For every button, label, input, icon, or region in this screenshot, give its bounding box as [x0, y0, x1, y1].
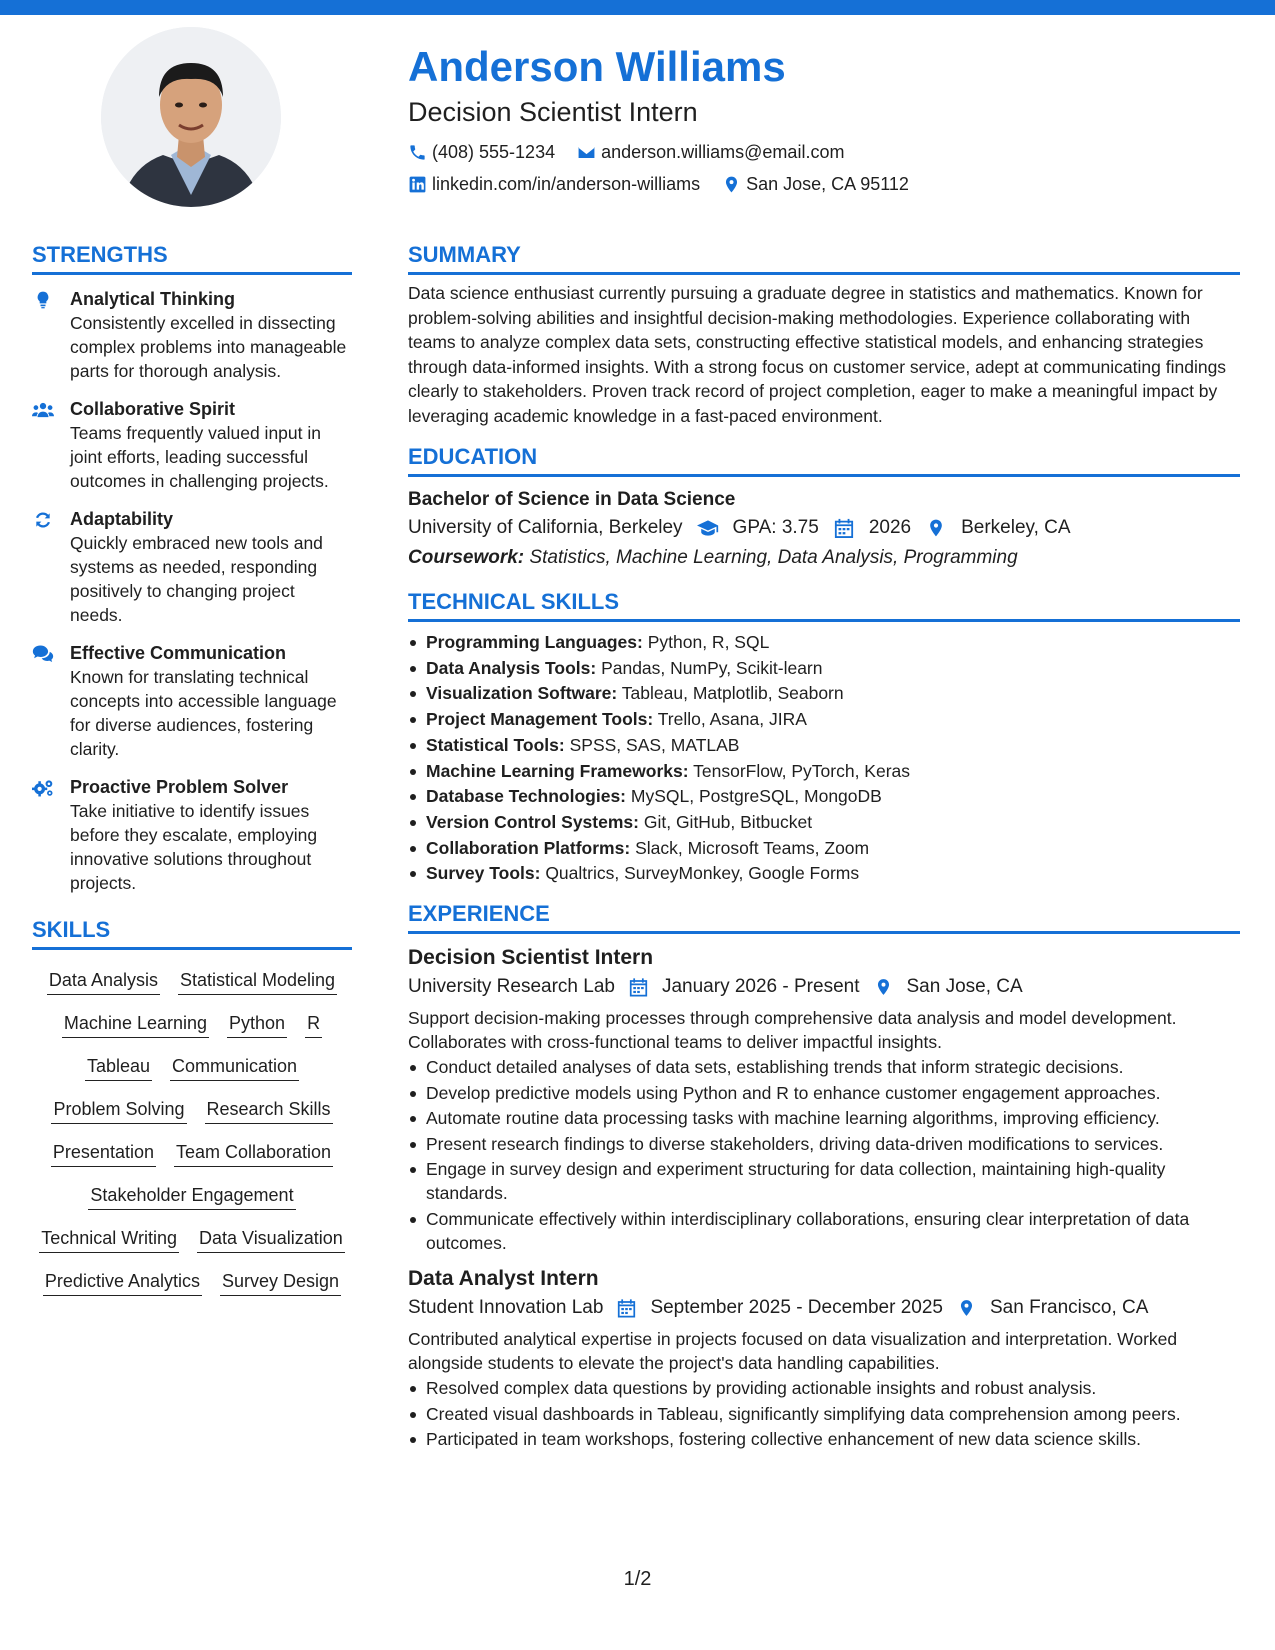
refresh-icon [32, 510, 54, 530]
tech-label: Project Management Tools: [426, 709, 654, 730]
skill-tag: Research Skills [205, 1097, 333, 1124]
tech-label: Version Control Systems: [426, 811, 639, 832]
job-org: Student Innovation Lab [408, 1297, 604, 1318]
list-item [426, 681, 1240, 707]
list-item [426, 861, 1240, 887]
strength-desc: Consistently excelled in dissecting complex problems into manageable parts for thorough analysis. [70, 313, 347, 381]
gears-icon [32, 778, 54, 798]
email-text[interactable]: anderson.williams@email.com [601, 142, 845, 162]
job-org: University Research Lab [408, 976, 615, 998]
section-divider [32, 947, 352, 950]
list-item [426, 630, 1240, 656]
users-icon [32, 400, 54, 420]
job-entry [408, 1265, 1240, 1451]
skill-tag: Problem Solving [51, 1097, 186, 1124]
map-pin-icon [957, 1298, 976, 1318]
list-item [426, 707, 1240, 733]
list-item [426, 784, 1240, 810]
skills-heading: SKILLS [32, 917, 111, 942]
job-location: San Jose, CA [906, 976, 1023, 998]
skill-tag: Machine Learning [62, 1011, 209, 1038]
strength-desc: Take initiative to identify issues before they escalate, employing innovative solutions throughout projects. [70, 801, 318, 893]
list-item: Automate routine data processing tasks with machine learning algorithms, improving efficiency. [426, 1106, 1240, 1130]
tech-value: Git, GitHub, Bitbucket [643, 811, 813, 832]
list-item: Engage in survey design and experiment structuring for data collection, maintaining high-quality standards. [426, 1157, 1240, 1205]
list-item: Participated in team workshops, fostering collective enhancement of new data science skills. [426, 1427, 1240, 1451]
job-location: San Francisco, CA [990, 1297, 1149, 1318]
strengths-heading: STRENGTHS [32, 242, 168, 267]
section-divider [408, 474, 1240, 477]
coursework [408, 543, 1240, 573]
linkedin-text[interactable]: linkedin.com/in/anderson-williams [432, 174, 701, 194]
skill-tag: Communication [170, 1054, 299, 1081]
resume-header [408, 40, 1248, 200]
job-title: Data Analyst Intern [408, 1267, 599, 1290]
coursework-list: Statistics, Machine Learning, Data Analysis, Programming [529, 547, 1018, 568]
calendar-icon [617, 1298, 636, 1318]
list-item: Resolved complex data questions by providing actionable insights and robust analysis. [426, 1376, 1240, 1400]
strength-title: Proactive Problem Solver [70, 777, 289, 797]
job-dates: January 2026 - Present [661, 976, 860, 998]
list-item: Present research findings to diverse stakeholders, driving data-driven modifications to services. [426, 1132, 1240, 1156]
tech-value: MySQL, PostgreSQL, MongoDB [630, 786, 882, 807]
skill-tag: Data Analysis [47, 968, 160, 995]
skill-tag: Technical Writing [39, 1226, 179, 1253]
contact-phone [408, 136, 555, 168]
left-column [32, 240, 352, 1296]
calendar-icon [833, 518, 855, 538]
contact-row-2 [408, 168, 1248, 200]
strength-item [32, 775, 352, 895]
skill-tag: Presentation [51, 1140, 156, 1167]
tech-value: SPSS, SAS, MATLAB [569, 734, 740, 755]
summary-text: Data science enthusiast currently pursuing a graduate degree in statistics and mathematics. Known for problem-solving abilities and insightful decision-making methodologies. Experience collaborating with teams to analyze complex data sets, constructing effective statistical models, and enhancing strategies through data-informed insights. With a strong focus on customer service, adept at communicating findings clearly to stakeholders. Proven track record of project completion, eager to make a meaningful impact by leveraging academic knowledge in a fast-paced environment. [408, 283, 1227, 426]
lightbulb-icon [32, 290, 54, 310]
phone-icon [408, 143, 427, 162]
tech-label: Data Analysis Tools: [426, 657, 597, 678]
skill-tag: Team Collaboration [174, 1140, 333, 1167]
graduation-year: 2026 [868, 517, 912, 538]
tech-label: Database Technologies: [426, 786, 627, 807]
tech-value: Trello, Asana, JIRA [657, 709, 807, 730]
skill-tag: R [305, 1011, 322, 1038]
section-divider [32, 272, 352, 275]
skill-tag: Stakeholder Engagement [88, 1183, 295, 1210]
tech-value: Pandas, NumPy, Scikit-learn [601, 657, 823, 678]
strength-title: Adaptability [70, 509, 174, 529]
list-item: Develop predictive models using Python and R to enhance customer engagement approaches. [426, 1081, 1240, 1105]
candidate-name: Anderson Williams [408, 43, 786, 90]
phone-text: (408) 555-1234 [432, 142, 556, 162]
tech-label: Visualization Software: [426, 683, 618, 704]
strength-desc: Known for translating technical concepts into accessible language for diverse audiences, fostering clarity. [70, 667, 337, 759]
tech-label: Collaboration Platforms: [426, 837, 631, 858]
job-description: Contributed analytical expertise in projects focused on data visualization and interpretation. Worked alongside students to elevate the project's data handling capabilities. [408, 1329, 1178, 1373]
job-entry [408, 944, 1240, 1255]
school-name: University of California, Berkeley [408, 517, 683, 538]
education-details [408, 513, 1240, 543]
job-meta [408, 1293, 1240, 1323]
strength-title: Analytical Thinking [70, 289, 236, 309]
job-dates: September 2025 - December 2025 [650, 1297, 943, 1318]
section-divider [408, 272, 1240, 275]
strength-item [32, 287, 352, 383]
page-indicator: 1/2 [623, 1568, 652, 1590]
skill-tag: Statistical Modeling [178, 968, 337, 995]
graduation-cap-icon [697, 518, 719, 538]
skill-tag: Python [227, 1011, 287, 1038]
skill-tag: Predictive Analytics [43, 1269, 202, 1296]
list-item [426, 656, 1240, 682]
summary-heading: SUMMARY [408, 242, 521, 267]
school-location: Berkeley, CA [961, 517, 1071, 538]
top-accent-bar [0, 0, 1275, 15]
section-divider [408, 931, 1240, 934]
strength-desc: Quickly embraced new tools and systems as needed, responding positively to changing project needs. [70, 533, 323, 625]
list-item [426, 836, 1240, 862]
degree-name: Bachelor of Science in Data Science [408, 489, 736, 510]
strength-item [32, 507, 352, 627]
section-divider [408, 619, 1240, 622]
tech-value: Tableau, Matplotlib, Seaborn [621, 683, 844, 704]
contact-row-1 [408, 136, 1248, 168]
coursework-label: Coursework: [408, 547, 525, 568]
contact-email[interactable] [577, 136, 844, 168]
envelope-icon [577, 143, 596, 162]
map-pin-icon [722, 175, 741, 194]
list-item: Conduct detailed analyses of data sets, establishing trends that inform strategic decisions. [426, 1055, 1240, 1079]
contact-linkedin[interactable] [408, 168, 700, 200]
strength-item [32, 641, 352, 761]
gpa-text: GPA: 3.75 [732, 517, 819, 538]
education-heading: EDUCATION [408, 444, 538, 469]
list-item: Communicate effectively within interdisciplinary collaborations, ensuring clear interpretation of data outcomes. [426, 1207, 1240, 1255]
tech-value: Slack, Microsoft Teams, Zoom [635, 837, 870, 858]
list-item: Created visual dashboards in Tableau, significantly simplifying data comprehension among peers. [426, 1402, 1240, 1426]
right-column [408, 240, 1240, 1463]
job-title: Decision Scientist Intern [408, 946, 654, 970]
list-item [426, 810, 1240, 836]
job-bullets [408, 1055, 1240, 1255]
strength-title: Collaborative Spirit [70, 399, 236, 419]
tech-label: Machine Learning Frameworks: [426, 760, 689, 781]
tech-value: TensorFlow, PyTorch, Keras [693, 760, 911, 781]
skill-tag: Survey Design [220, 1269, 341, 1296]
calendar-icon [629, 977, 648, 997]
tech-value: Qualtrics, SurveyMonkey, Google Forms [545, 863, 860, 884]
location-text: San Jose, CA 95112 [746, 174, 909, 194]
list-item [426, 733, 1240, 759]
experience-heading: EXPERIENCE [408, 901, 550, 927]
strength-item [32, 397, 352, 493]
tech-label: Programming Languages: [426, 632, 643, 652]
map-pin-icon [925, 518, 947, 538]
job-meta [408, 972, 1240, 1002]
skills-list [32, 962, 352, 1296]
chat-icon [32, 644, 54, 664]
technical-skills-list [408, 630, 1240, 887]
job-bullets [408, 1376, 1240, 1451]
technical-skills-heading: TECHNICAL SKILLS [408, 589, 620, 614]
strength-desc: Teams frequently valued input in joint efforts, leading successful outcomes in challenging projects. [70, 423, 329, 491]
skill-tag: Data Visualization [197, 1226, 345, 1253]
profile-photo [101, 27, 281, 207]
map-pin-icon [874, 977, 893, 997]
job-description: Support decision-making processes through comprehensive data analysis and model development. Collaborates with cross-functional teams to deliver impactful insights. [408, 1008, 1177, 1053]
tech-label: Statistical Tools: [426, 734, 565, 755]
linkedin-icon [408, 175, 427, 194]
tech-value: Python, R, SQL [647, 632, 770, 652]
contact-location [722, 168, 909, 200]
list-item [426, 759, 1240, 785]
skill-tag: Tableau [85, 1054, 152, 1081]
strength-title: Effective Communication [70, 643, 287, 663]
candidate-title: Decision Scientist Intern [408, 97, 698, 127]
tech-label: Survey Tools: [426, 863, 541, 884]
